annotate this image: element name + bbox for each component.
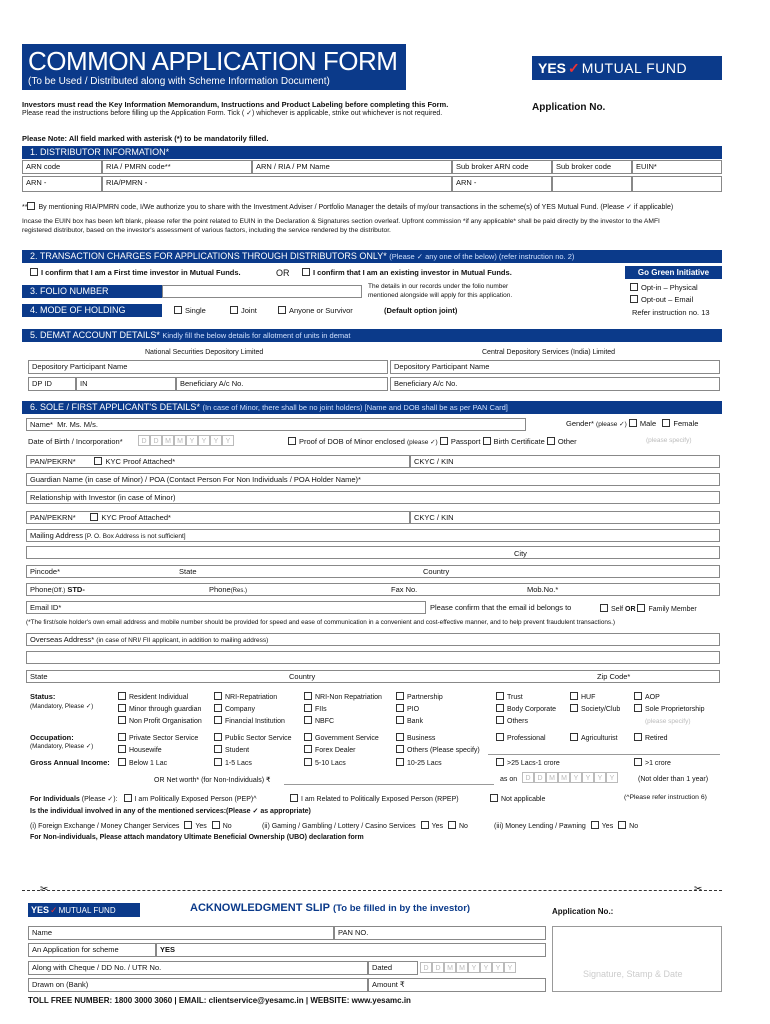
logo-mutual-fund: MUTUAL FUND	[581, 60, 688, 76]
occupation-hint: (Mandatory, Please ✓)	[30, 743, 94, 750]
anyone-checkbox[interactable]	[278, 306, 286, 314]
occupation-agriculturist: Agriculturist	[570, 733, 618, 742]
income-1-5: 1-5 Lacs	[214, 758, 252, 767]
status-col-4: Partnership PIO Bank	[396, 692, 443, 728]
col-ria-pmrn: RIA / PMRN code**	[102, 160, 252, 174]
cdsl-label: Central Depository Services (India) Limited	[482, 349, 616, 356]
green-refer: Refer instruction no. 13	[632, 308, 710, 317]
section-mode-of-holding: 4. MODE OF HOLDING	[22, 304, 162, 317]
dob-label: Date of Birth / Incorporation*	[28, 437, 123, 446]
overseas-state-country-zip[interactable]: State Country Zip Code*	[26, 670, 720, 683]
dp-id-input[interactable]: IN	[76, 377, 176, 391]
income-below-1: Below 1 Lac	[118, 758, 167, 767]
guardian-name-input[interactable]: Guardian Name (in case of Minor) / POA (Contact Person For Non Individuals / POA Holder Name)*	[26, 473, 720, 486]
logo-tick-icon: ✓	[568, 59, 580, 76]
income-5-10: 5-10 Lacs	[304, 758, 346, 767]
status-col-1: Resident Individual Minor through guardian Non Profit Organisation	[118, 692, 202, 728]
not-applicable-option: Not applicable	[490, 794, 545, 803]
family-checkbox[interactable]	[637, 604, 645, 612]
folio-note-2: mentioned alongside will apply for this application.	[368, 292, 513, 299]
not-older-label: (Not older than 1 year)	[638, 776, 709, 783]
kyc-checkbox[interactable]	[94, 457, 102, 465]
holding-joint: Joint	[230, 306, 257, 315]
joint-checkbox[interactable]	[230, 306, 238, 314]
ria-declaration: ** By mentioning RIA/PMRN code, I/We authorize you to share with the Investment Adviser / Portfolio Manager the details of my/our transactions in the scheme(s) of YES Mutual Fund. (Please ✓ if applicable)	[22, 204, 674, 211]
networth-input-line[interactable]	[284, 784, 494, 785]
col-arn-name: ARN / RIA / PM Name	[252, 160, 452, 174]
ack-name-input[interactable]: Name	[28, 926, 334, 940]
pep-refer: (^Please refer instruction 6)	[624, 794, 707, 801]
guardian-ckyc-input[interactable]: CKYC / KIN	[410, 511, 720, 524]
first-time-checkbox[interactable]	[30, 268, 38, 276]
relationship-input[interactable]: Relationship with Investor (in case of Minor)	[26, 491, 720, 504]
occupation-professional: Professional	[496, 733, 546, 742]
pan-input[interactable]: PAN/PEKRN* KYC Proof Attached*	[26, 455, 410, 468]
networth-date-boxes[interactable]: D D M M Y Y Y Y	[522, 772, 618, 783]
ack-cheque-input[interactable]: Along with Cheque / DD No. / UTR No.	[28, 961, 368, 975]
ack-title: ACKNOWLEDGMENT SLIP (To be filled in by the investor)	[190, 902, 471, 914]
notice-kim: Investors must read the Key Information Memorandum, Instructions and Product Labeling before completing this Form.	[22, 100, 449, 109]
form-title: COMMON APPLICATION FORM	[28, 46, 398, 76]
pincode-state-country[interactable]: Pincode* State Country	[26, 565, 720, 578]
opt-in-checkbox[interactable]	[630, 283, 638, 291]
cdsl-dp-name[interactable]: Depository Participant Name	[390, 360, 720, 374]
email-input[interactable]: Email ID*	[26, 601, 426, 614]
ack-logo: YES ✓ MUTUAL FUND	[28, 903, 140, 917]
col-sub-broker-code: Sub broker code	[552, 160, 632, 174]
overseas-address-line-2[interactable]	[26, 651, 720, 664]
ack-pan-input[interactable]: PAN NO.	[334, 926, 546, 940]
folio-note-1: The details in our records under the folio number	[368, 283, 509, 290]
ria-consent-checkbox[interactable]	[27, 202, 35, 210]
status-col-3: NRI-Non Repatriation FIIs NBFC	[304, 692, 382, 728]
euin-note-2: registered distributor, based on the investor's assessment of various factors, including the service rendered by the distributor.	[22, 227, 391, 234]
nsdl-dp-name[interactable]: Depository Participant Name	[28, 360, 388, 374]
as-on-label: as on	[500, 776, 518, 783]
section-distributor: 1. DISTRIBUTOR INFORMATION*	[22, 146, 722, 159]
footer-contact: TOLL FREE NUMBER: 1800 3000 3060 | EMAIL: clientservice@yesamc.in | WEBSITE: www.yesamc.in	[28, 996, 411, 1005]
ubo-note: For Non-individuals, Please attach mandatory Ultimate Beneficial Ownership (UBO) declaration form	[30, 834, 364, 841]
email-belongs-label: Please confirm that the email id belongs to	[430, 603, 572, 612]
services-question: Is the individual involved in any of the mentioned services:(Please ✓ as appropriate)	[30, 808, 311, 815]
signature-box[interactable]	[552, 926, 722, 992]
nsdl-beneficiary-input[interactable]: Beneficiary A/c No.	[176, 377, 388, 391]
holding-default: (Default option joint)	[384, 306, 458, 315]
guardian-kyc-checkbox[interactable]	[90, 513, 98, 521]
mailing-address-input[interactable]: Mailing Address [P. O. Box Address is not sufficient]	[26, 529, 720, 542]
section-demat: 5. DEMAT ACCOUNT DETAILS* Kindly fill the below details for allotment of units in demat	[22, 329, 722, 342]
birth-cert-checkbox[interactable]	[483, 437, 491, 445]
or-label: OR	[276, 268, 290, 278]
notice-instructions: Please read the instructions before filling up the Application Form. Tick ( ✓) whichever is applicable, strike out whichever is not required.	[22, 110, 443, 117]
income-above-1cr: >1 crore	[634, 758, 671, 767]
male-checkbox[interactable]	[629, 419, 637, 427]
other-checkbox[interactable]	[547, 437, 555, 445]
pep-row: For Individuals (Please ✓): I am Politically Exposed Person (PEP)^	[30, 796, 257, 803]
opt-out-checkbox[interactable]	[630, 295, 638, 303]
na-checkbox[interactable]	[490, 794, 498, 802]
income-25-1cr: >25 Lacs-1 crore	[496, 758, 560, 767]
occupation-specify-line[interactable]	[488, 754, 720, 755]
dp-id-label: DP ID	[28, 377, 76, 391]
email-note: (*The first/sole holder's own email address and mobile number should be provided for speed and ease of communication in a convenient and cost-effective manner, and to help prevent fraudulent transactions.)	[26, 619, 616, 626]
scissors-left-icon: ✂	[40, 884, 49, 895]
existing-investor-option: I confirm that I am an existing investor in Mutual Funds.	[302, 268, 512, 277]
service-money-lending: (iii) Money Lending / Pawning Yes No	[494, 823, 639, 830]
self-checkbox[interactable]	[600, 604, 608, 612]
mailing-address-line-2[interactable]	[26, 546, 720, 559]
logo-yes: YES	[538, 60, 567, 76]
status-col-7: AOP Sole Proprietorship (please specify)	[634, 692, 705, 728]
holding-single: Single	[174, 306, 206, 315]
col-euin: EUIN*	[632, 160, 722, 174]
occupation-col-2: Public Sector Service Student	[214, 733, 292, 757]
proof-dob-checkbox[interactable]	[288, 437, 296, 445]
occupation-col-4: Business Others (Please specify)	[396, 733, 480, 757]
status-col-6: HUF Society/Club	[570, 692, 620, 716]
ack-logo-tick-icon: ✓	[50, 904, 58, 915]
phone-fields[interactable]: Phone(Off.) STD- Phone(Res.) Fax No. Mob.No.*	[26, 583, 720, 596]
ckyc-input[interactable]: CKYC / KIN	[410, 455, 720, 468]
ack-date-boxes[interactable]: D D M M Y Y Y Y	[420, 962, 516, 973]
rpep-option: I am Related to Politically Exposed Person (RPEP)	[290, 794, 459, 803]
overseas-address-input[interactable]: Overseas Address* (in case of NRI/ FII applicant, in addition to mailing address)	[26, 633, 720, 646]
female-checkbox[interactable]	[662, 419, 670, 427]
existing-checkbox[interactable]	[302, 268, 310, 276]
scissors-right-icon: ✂	[694, 884, 703, 895]
col-arn-code: ARN code	[22, 160, 102, 174]
service-gaming: (ii) Gaming / Gambling / Lottery / Casino Services Yes No	[262, 823, 468, 830]
rpep-checkbox[interactable]	[290, 794, 298, 802]
pep-checkbox[interactable]	[124, 794, 132, 802]
service-forex: (i) Foreign Exchange / Money Changer Services Yes No	[30, 823, 232, 830]
euin-note-1: Incase the EUIN box has been left blank, please refer the point related to EUIN in the Declaration & Signatures section overleaf. Upfront commission *if any applicable* shall be paid directly by the investor to the AMFI	[22, 218, 660, 225]
proof-dob-field: Proof of DOB of Minor enclosed (please ✓) Passport Birth Certificate Other	[288, 437, 577, 446]
status-label: Status:	[30, 692, 56, 701]
folio-number-input[interactable]	[162, 285, 362, 298]
status-col-5: Trust Body Corporate Others	[496, 692, 556, 728]
networth-label: OR Net worth* (for Non-Individuals) ₹	[154, 777, 271, 784]
go-green-title: Go Green Initiative	[625, 266, 722, 279]
status-col-2: NRI-Repatriation Company Financial Institution	[214, 692, 285, 728]
ack-bank-input[interactable]: Drawn on (Bank)	[28, 978, 368, 992]
occupation-retired: Retired	[634, 733, 668, 742]
ack-application-no: Application No.:	[552, 907, 614, 916]
income-label: Gross Annual Income:	[30, 758, 110, 767]
section-applicant-details: 6. SOLE / FIRST APPLICANT'S DETAILS* (In case of Minor, there shall be no joint holders) [Name and DOB shall be as per PAN Card]	[22, 401, 722, 414]
euin-input[interactable]	[632, 176, 722, 192]
cdsl-beneficiary-input[interactable]: Beneficiary A/c No.	[390, 377, 720, 391]
applicant-name-input[interactable]: Name* Mr. Ms. M/s.	[26, 418, 526, 431]
arn-code-input[interactable]: ARN -	[22, 176, 102, 192]
section-transaction-charges: 2. TRANSACTION CHARGES FOR APPLICATIONS THROUGH DISTRIBUTORS ONLY* (Please ✓ any one of the below) (refer instruction no. 2)	[22, 250, 722, 263]
other-specify[interactable]: (please specify)	[646, 437, 692, 444]
occupation-col-3: Government Service Forex Dealer	[304, 733, 379, 757]
ria-pmrn-input[interactable]: RIA/PMRN -	[102, 176, 452, 192]
status-hint: (Mandatory, Please ✓)	[30, 703, 94, 710]
sub-broker-code-input[interactable]	[552, 176, 632, 192]
income-10-25: 10-25 Lacs	[396, 758, 442, 767]
first-time-investor-option: I confirm that I am a First time investor in Mutual Funds.	[30, 268, 241, 277]
yes-mf-logo	[532, 56, 722, 80]
opt-out-email: Opt-out – Email	[630, 295, 693, 304]
application-no-label: Application No.	[532, 102, 606, 113]
ack-amount-input[interactable]: Amount ₹	[368, 978, 546, 992]
email-owner-options: Self OR Family Member	[600, 604, 697, 613]
holding-anyone: Anyone or Survivor	[278, 306, 353, 315]
mandatory-note: Please Note: All field marked with asterisk (*) to be mandatorily filled.	[22, 134, 269, 143]
form-subtitle: (To be Used / Distributed along with Scheme Information Document)	[28, 76, 330, 87]
ack-scheme-label: An Application for scheme	[28, 943, 156, 957]
passport-checkbox[interactable]	[440, 437, 448, 445]
section-folio-number: 3. FOLIO NUMBER	[22, 285, 162, 298]
signature-placeholder: Signature, Stamp & Date	[583, 969, 683, 979]
guardian-pan-input[interactable]: PAN/PEKRN* KYC Proof Attached*	[26, 511, 410, 524]
dob-boxes[interactable]: D D M M Y Y Y Y	[138, 435, 234, 446]
cut-line	[22, 890, 722, 891]
occupation-col-1: Private Sector Service Housewife	[118, 733, 198, 757]
gender-field: Gender* (please ✓) Male Female	[566, 419, 699, 428]
opt-in-physical: Opt-in – Physical	[630, 283, 698, 292]
ack-scheme-input[interactable]: YES	[156, 943, 546, 957]
occupation-label: Occupation:	[30, 733, 74, 742]
col-sub-broker-arn: Sub broker ARN code	[452, 160, 552, 174]
nsdl-label: National Securities Depository Limited	[145, 349, 264, 356]
city-label: City	[514, 549, 527, 558]
sub-broker-arn-input[interactable]: ARN -	[452, 176, 552, 192]
ack-dated-label: Dated	[368, 961, 418, 975]
single-checkbox[interactable]	[174, 306, 182, 314]
